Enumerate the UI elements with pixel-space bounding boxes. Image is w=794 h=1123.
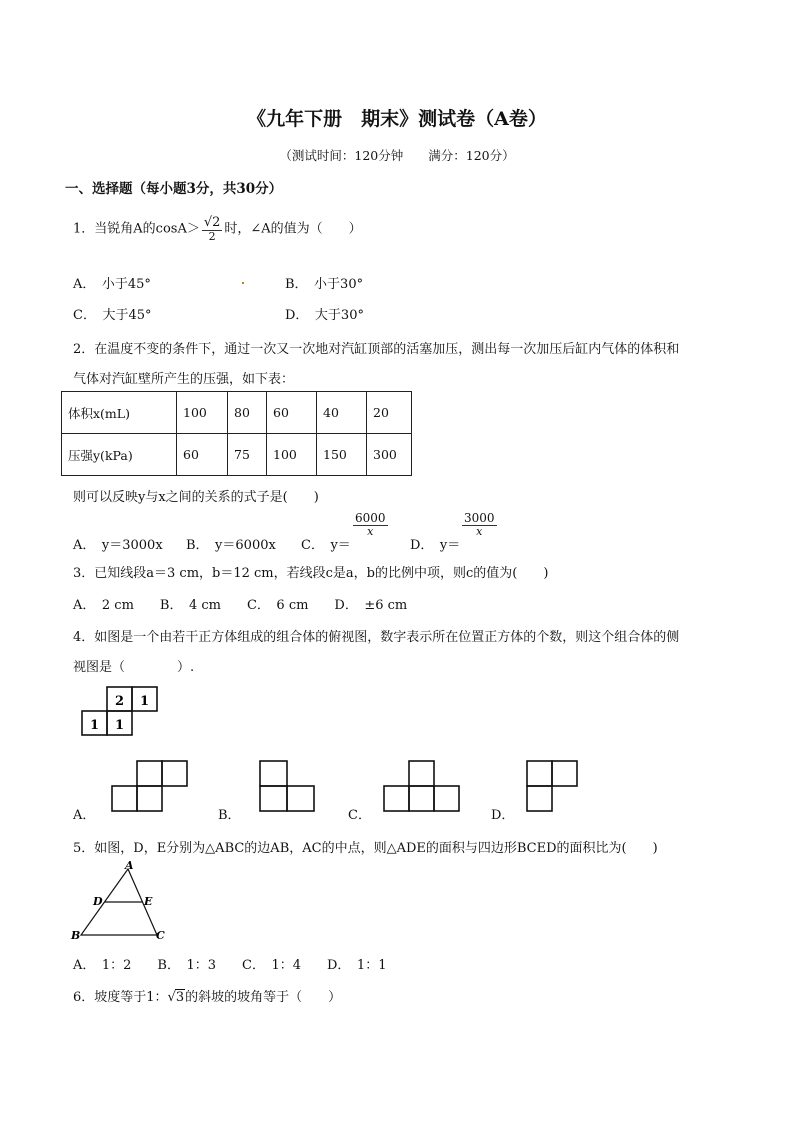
q1-option-a: A． 小于45° [73, 277, 151, 292]
table-cell: 100 [177, 392, 228, 434]
table-row [62, 392, 412, 434]
q4-figure-c [382, 760, 462, 814]
q4-option-c: C． [348, 808, 371, 823]
q2-option-c-fraction [353, 512, 388, 537]
q6-sqrt-value: 3 [175, 990, 185, 1005]
page-subtitle: （测试时间：120分钟 满分：120分） [279, 148, 515, 163]
q5-options: A． 1：2 B． 1：3 C． 1：4 D． 1：1 [73, 958, 387, 973]
q4-option-d: D． [491, 808, 515, 823]
q5-triangle-figure [68, 860, 178, 946]
q2-option-b: B． y＝6000x [186, 538, 276, 553]
grid-number: 1 [139, 694, 150, 709]
q4-figure-d [525, 760, 581, 814]
table-cell: 60 [267, 392, 317, 434]
grid-number: 1 [114, 718, 125, 733]
q4-line-2: 视图是（ ）. [73, 660, 195, 675]
table-cell: 150 [317, 434, 367, 476]
grid-number: 2 [114, 694, 125, 709]
q2-option-d-pre: D． y＝ [410, 538, 461, 553]
q1-option-c: C． 大于45° [73, 308, 152, 323]
q2-option-a: A． y＝3000x [73, 538, 163, 553]
question-1 [73, 216, 362, 242]
grid-number: 1 [89, 718, 100, 733]
q1-frac-num: √2 [203, 215, 221, 230]
q2-line-1: 2．在温度不变的条件下，通过一次又一次地对汽缸顶部的活塞加压，测出每一次加压后缸内气体的体积和 [73, 342, 680, 357]
table-cell: 20 [367, 392, 412, 434]
q2-option-c-pre: C． y＝ [301, 538, 351, 553]
q6-text-pre: 6．坡度等于1： [73, 990, 168, 1005]
table-row-header: 压强y(kPa) [62, 434, 177, 476]
table-cell: 300 [367, 434, 412, 476]
stray-dot [242, 282, 244, 284]
q1-text-pre: 1．当锐角A的cosA＞ [73, 221, 200, 237]
question-6 [73, 986, 341, 1005]
q4-option-a: A． [73, 808, 96, 823]
vertex-label-d: D [93, 895, 103, 908]
table-cell: 100 [267, 434, 317, 476]
sqrt-icon: √ [167, 990, 176, 1005]
section-heading: 一、选择题（每小题3分，共30分） [65, 181, 283, 197]
table-cell: 75 [228, 434, 267, 476]
q2-d-num: 3000 [464, 511, 495, 525]
q1-frac-den: 2 [208, 229, 216, 243]
q1-text-post: 时，∠A的值为（ ） [224, 221, 362, 237]
q2-question: 则可以反映y与x之间的关系的式子是( ) [73, 490, 319, 505]
q2-data-table [61, 391, 412, 476]
q4-line-1: 4．如图是一个由若干正方体组成的组合体的俯视图，数字表示所在位置正方体的个数，则这个组合体的侧 [73, 630, 680, 645]
table-row-header: 体积x(mL) [62, 392, 177, 434]
q4-top-view-figure [80, 685, 160, 741]
q2-c-num: 6000 [355, 511, 386, 525]
q4-figure-b [258, 760, 318, 814]
q2-d-den: x [476, 524, 483, 538]
vertex-label-a: A [125, 860, 134, 872]
table-cell: 40 [317, 392, 367, 434]
q6-text-post: 的斜坡的坡角等于（ ） [185, 990, 342, 1005]
q4-figure-a [110, 760, 190, 814]
table-cell: 60 [177, 434, 228, 476]
q1-option-b: B． 小于30° [285, 277, 364, 292]
q3-options: A． 2 cm B． 4 cm C． 6 cm D． ±6 cm [73, 598, 408, 613]
vertex-label-b: B [71, 929, 81, 942]
q1-option-d: D． 大于30° [285, 308, 364, 323]
q1-fraction [202, 216, 223, 242]
page-title: 《九年下册 期末》测试卷（A卷） [247, 108, 547, 130]
q2-c-den: x [367, 524, 374, 538]
q4-option-b: B． [218, 808, 241, 823]
q2-line-2: 气体对汽缸壁所产生的压强，如下表： [73, 372, 295, 387]
q2-option-d-fraction [462, 512, 497, 537]
table-cell: 80 [228, 392, 267, 434]
table-row [62, 434, 412, 476]
vertex-label-c: C [156, 929, 165, 942]
vertex-label-e: E [144, 895, 153, 908]
q3-text: 3．已知线段a＝3 cm，b＝12 cm，若线段c是a，b的比例中项，则c的值为( ) [73, 566, 549, 581]
q5-text: 5．如图，D，E分别为△ABC的边AB，AC的中点，则△ADE的面积与四边形BCED的面积比为( ) [73, 841, 658, 856]
